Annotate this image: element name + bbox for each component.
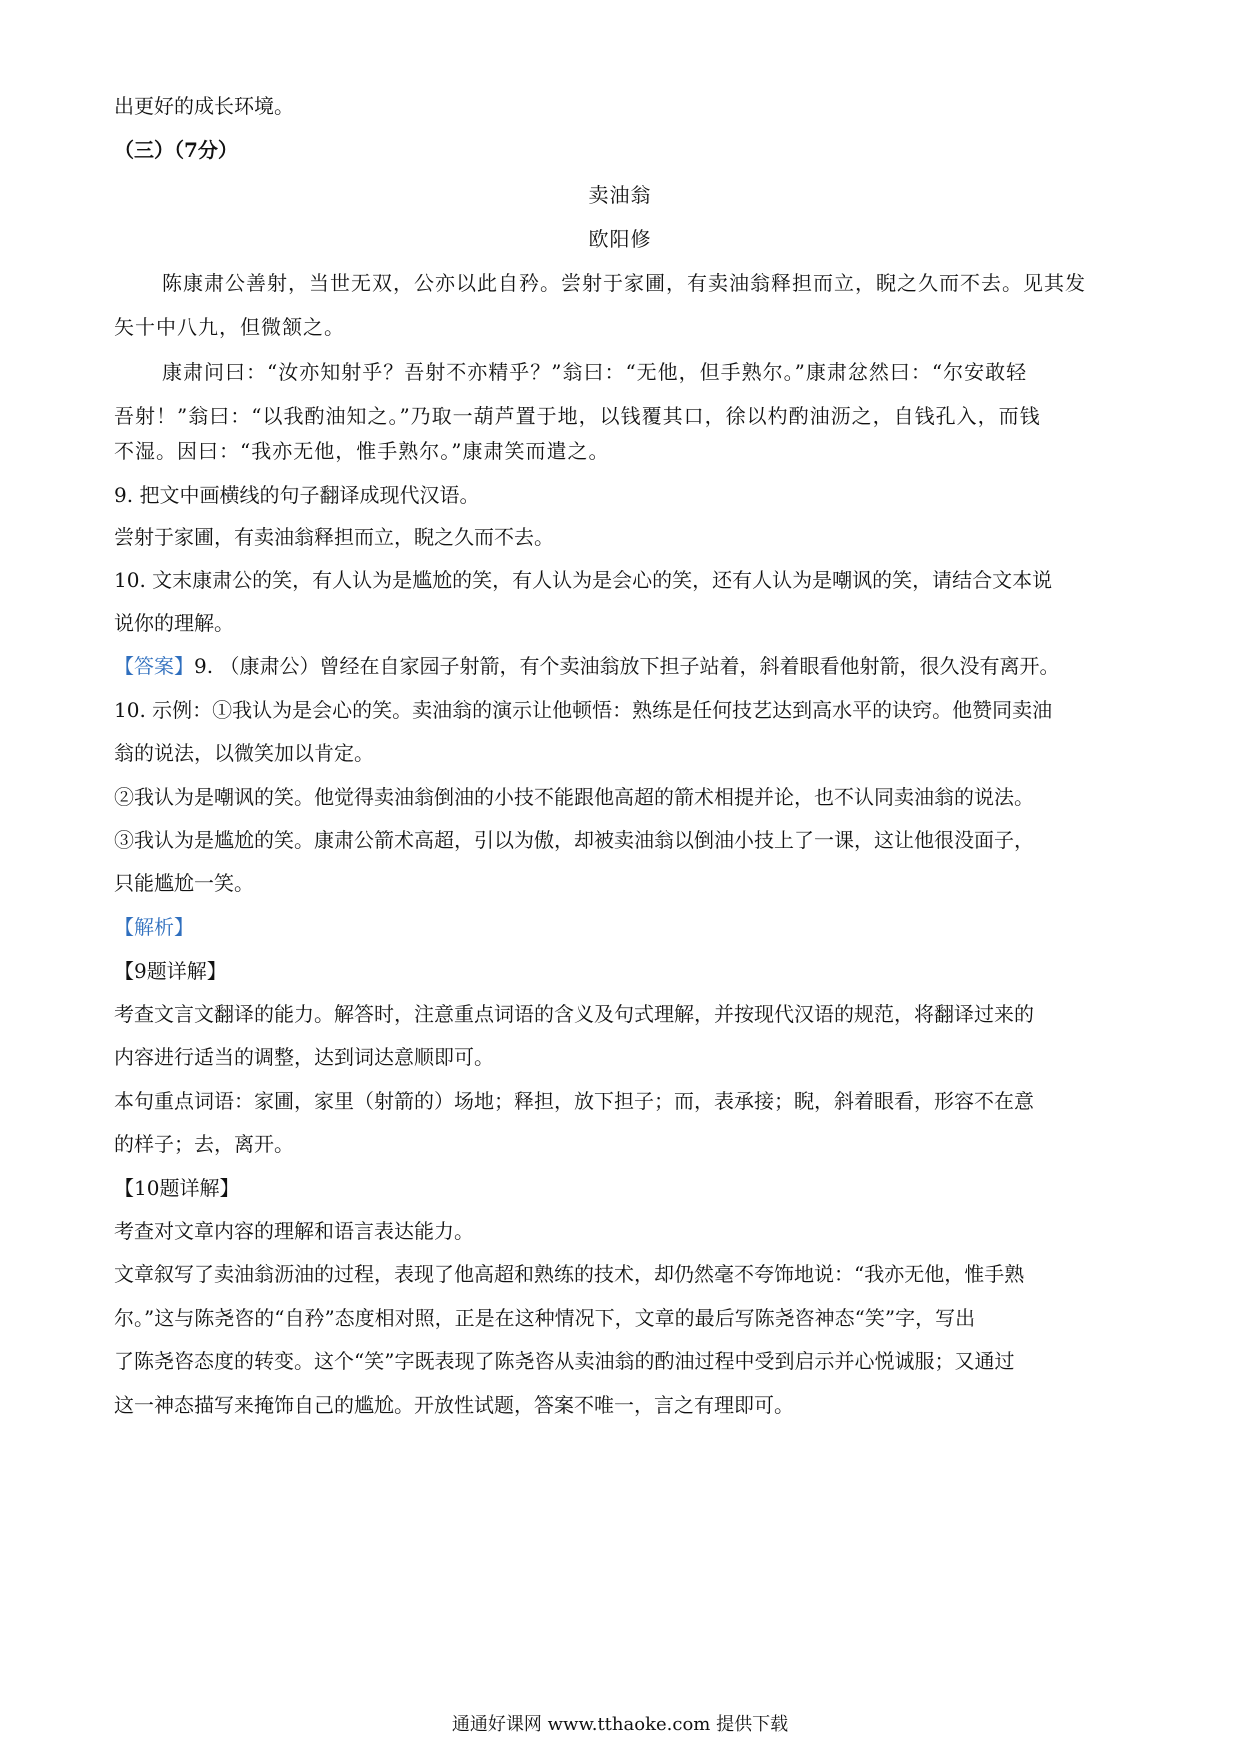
answer-10-line5: 只能尴尬一笑。 [114,871,254,895]
q10-analysis-line1: 考查对文章内容的理解和语言表达能力。 [114,1219,474,1243]
answer-10-line1: 10. 示例：①我认为是会心的笑。卖油翁的演示让他顿悟：熟练是任何技艺达到高水平的诀窍。他赞同卖油 [114,698,1053,722]
passage-p2-line3 [114,437,1134,465]
passage-text: 而遣之。 [525,439,610,463]
q10-analysis-heading: 【10题详解】 [114,1176,240,1200]
analysis-label: 【解析】 [114,915,194,939]
intro-tail: 出更好的成长环境。 [114,94,294,118]
q9-analysis-line2: 内容进行适当的调整，达到词达意顺即可。 [114,1045,494,1069]
q10-analysis-line5: 这一神态描写来掩饰自己的尴尬。开放性试题，答案不唯一，言之有理即可。 [114,1393,794,1417]
page-footer: 通通好课网 www.tthaoke.com 提供下载 [451,1714,789,1735]
q10-analysis-line4: 了陈尧咨态度的转变。这个“笑”字既表现了陈尧咨从卖油翁的酌油过程中受到启示并心悦诚服；又通过 [114,1349,1015,1373]
answer-9: 9. （康肃公）曾经在自家园子射箭，有个卖油翁放下担子站着，斜着眼看他射箭，很久没有离开。 [194,654,1060,678]
passage-text: 陈康肃公善射，当世无双，公亦以此自矜。 [162,271,561,295]
passage-text: 不湿。因曰：“我亦无他，惟手熟尔。”康肃 [114,439,505,463]
q9-analysis-line4: 的样子；去，离开。 [114,1132,294,1156]
q9-analysis-line3: 本句重点词语：家圃，家里（射箭的）场地；释担，放下担子；而，表承接；睨，斜着眼看，形容不在意 [114,1089,1034,1113]
q10-analysis-line2: 文章叙写了卖油翁沥油的过程，表现了他高超和熟练的技术，却仍然毫不夸饰地说：“我亦无他，惟手熟 [114,1262,1025,1286]
passage-p1-line1 [162,269,1134,297]
q10-prompt-line2: 说你的理解。 [114,611,234,635]
answer-label: 【答案】 [114,654,194,678]
q9-analysis-heading: 【9题详解】 [114,959,227,983]
q10-prompt-line1: 10. 文末康肃公的笑，有人认为是尴尬的笑，有人认为是会心的笑，还有人认为是嘲讽的笑，请结合文本说 [114,568,1053,592]
passage-p2-line2: 吾射！”翁曰：“以我酌油知之。”乃取一葫芦置于地，以钱覆其口，徐以杓酌油沥之，自钱孔入，而钱 [114,404,1041,428]
answer-10-line3: ②我认为是嘲讽的笑。他觉得卖油翁倒油的小技不能跟他高超的箭术相提并论，也不认同卖油翁的说法。 [114,785,1034,809]
section-header: （三）（7分） [114,138,238,162]
emphasized-character: 笑 [504,439,526,463]
q9-prompt: 9. 把文中画横线的句子翻译成现代汉语。 [114,483,480,507]
passage-author: 欧阳修 [588,227,652,251]
passage-text: 见其发 [1023,271,1086,295]
passage-p1-line2: 矢十中八九，但微颔之。 [114,315,345,339]
q9-analysis-line1: 考查文言文翻译的能力。解答时，注意重点词语的含义及句式理解，并按现代汉语的规范，将翻译过来的 [114,1002,1034,1026]
q10-analysis-line3: 尔。”这与陈尧咨的“自矜”态度相对照，正是在这种情况下，文章的最后写陈尧咨神态“笑”字，写出 [114,1306,976,1330]
answer-10-line2: 翁的说法，以微笑加以肯定。 [114,741,374,765]
passage-title: 卖油翁 [588,183,652,207]
answer-10-line4: ③我认为是尴尬的笑。康肃公箭术高超，引以为傲，却被卖油翁以倒油小技上了一课，这让他很没面子， [114,828,1034,852]
passage-p2-line1: 康肃问曰：“汝亦知射乎？吾射不亦精乎？”翁曰：“无他，但手熟尔。”康肃忿然曰：“尔安敢轻 [162,360,1028,384]
underlined-sentence: 尝射于家圃，有卖油翁释担而立，睨之久而不去。 [561,271,1023,297]
q9-sentence: 尝射于家圃，有卖油翁释担而立，睨之久而不去。 [114,525,554,549]
answer-line [114,652,1134,680]
